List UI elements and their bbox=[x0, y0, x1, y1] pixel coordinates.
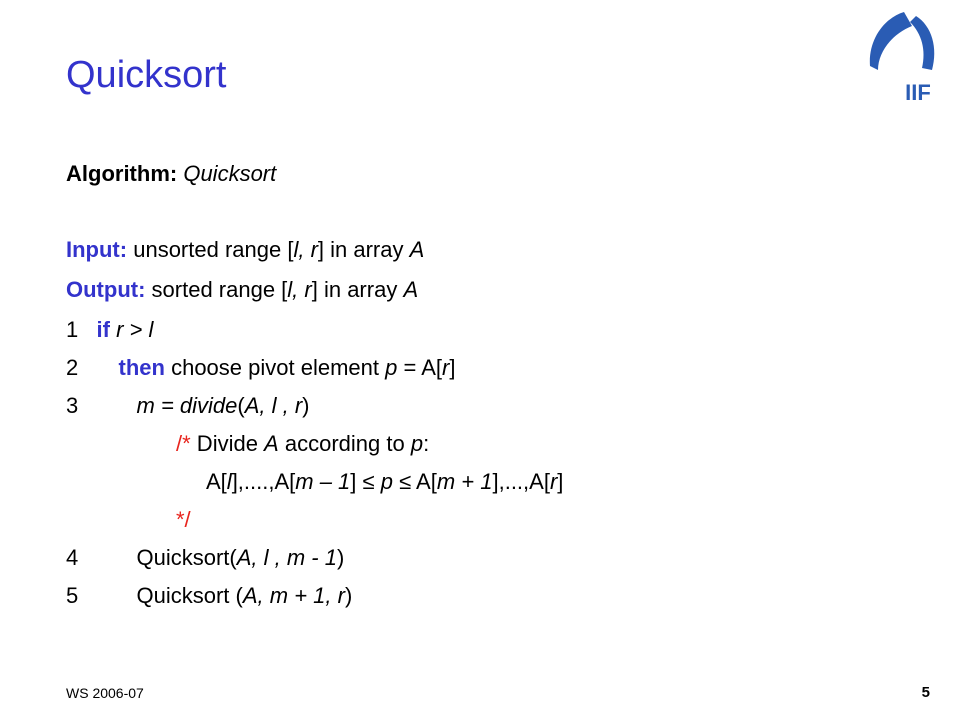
step-3-args: A, l , r bbox=[244, 393, 303, 418]
step-4-number: 4 bbox=[66, 545, 79, 570]
step-2-pivot: p bbox=[385, 355, 398, 380]
step-2 bbox=[66, 354, 455, 382]
step-2-text-3: ] bbox=[449, 355, 456, 380]
step-3-assign: m = divide bbox=[136, 393, 238, 418]
step-5 bbox=[66, 582, 352, 610]
input-range: l, r bbox=[293, 237, 318, 262]
algorithm-line bbox=[66, 160, 276, 188]
comment-1-text-1: Divide bbox=[190, 431, 265, 456]
comment-line-2 bbox=[206, 468, 563, 496]
step-2-index: r bbox=[442, 355, 450, 380]
input-text-1: unsorted range [ bbox=[133, 237, 294, 262]
comment-2-text-2: ],....,A[ bbox=[231, 469, 296, 494]
step-5-number: 5 bbox=[66, 583, 79, 608]
comment-open: /* bbox=[176, 431, 191, 456]
step-3 bbox=[66, 392, 310, 420]
comment-2-le-2: ≤ bbox=[399, 469, 412, 494]
logo-text: IIF bbox=[905, 80, 931, 105]
output-text-2: ] in array bbox=[311, 277, 404, 302]
comment-2-m-minus: m – 1 bbox=[295, 469, 351, 494]
comment-2-text-1: A[ bbox=[206, 469, 227, 494]
output-label: Output: bbox=[66, 277, 146, 302]
slide-title: Quicksort bbox=[66, 54, 227, 96]
comment-1-pivot: p bbox=[410, 431, 424, 456]
algorithm-label: Algorithm: bbox=[66, 161, 178, 186]
step-5-close-paren: ) bbox=[344, 583, 353, 608]
comment-1-text-3: : bbox=[423, 431, 430, 456]
step-4-call: Quicksort( bbox=[136, 545, 237, 570]
iif-logo bbox=[856, 8, 948, 108]
step-2-text-2: = A[ bbox=[397, 355, 443, 380]
page-number: 5 bbox=[921, 684, 930, 701]
comment-2-p: p bbox=[374, 469, 400, 494]
comment-2-text-5: ],...,A[ bbox=[492, 469, 550, 494]
step-4-close-paren: ) bbox=[337, 545, 345, 570]
comment-1-text-2: according to bbox=[278, 431, 411, 456]
algorithm-name: Quicksort bbox=[183, 161, 277, 186]
iif-logo-icon bbox=[856, 8, 948, 108]
step-4-args: A, l , m - 1 bbox=[236, 545, 337, 570]
step-1-keyword: if bbox=[96, 317, 110, 342]
input-label: Input: bbox=[66, 237, 128, 262]
output-line bbox=[66, 276, 418, 304]
comment-2-text-4: A[ bbox=[411, 469, 437, 494]
step-1-condition: r > l bbox=[116, 317, 154, 342]
comment-2-m-plus: m + 1 bbox=[436, 469, 493, 494]
step-1 bbox=[66, 316, 153, 344]
comment-2-text-3: ] bbox=[350, 469, 363, 494]
step-3-open-paren: ( bbox=[237, 393, 245, 418]
input-array: A bbox=[409, 237, 425, 262]
comment-line-3 bbox=[176, 506, 191, 534]
step-2-number: 2 bbox=[66, 355, 79, 380]
comment-2-le-1: ≤ bbox=[362, 469, 375, 494]
step-5-args: A, m + 1, r bbox=[242, 583, 345, 608]
output-array: A bbox=[403, 277, 419, 302]
input-text-2: ] in array bbox=[317, 237, 410, 262]
output-range: l, r bbox=[287, 277, 312, 302]
step-2-keyword: then bbox=[118, 355, 165, 380]
step-4 bbox=[66, 544, 344, 572]
step-1-number: 1 bbox=[66, 317, 79, 342]
comment-close: */ bbox=[176, 507, 191, 532]
step-3-number: 3 bbox=[66, 393, 79, 418]
step-3-close-paren: ) bbox=[302, 393, 310, 418]
comment-2-text-6: ] bbox=[557, 469, 564, 494]
comment-1-array: A bbox=[264, 431, 279, 456]
input-line bbox=[66, 236, 424, 264]
step-5-call: Quicksort ( bbox=[136, 583, 243, 608]
footer-semester: WS 2006-07 bbox=[66, 685, 144, 701]
output-text-1: sorted range [ bbox=[151, 277, 288, 302]
step-2-text-1: choose pivot element bbox=[171, 355, 386, 380]
comment-line-1 bbox=[176, 430, 429, 458]
comment-2-r: r bbox=[549, 469, 558, 494]
comment-2-l: l bbox=[226, 469, 232, 494]
